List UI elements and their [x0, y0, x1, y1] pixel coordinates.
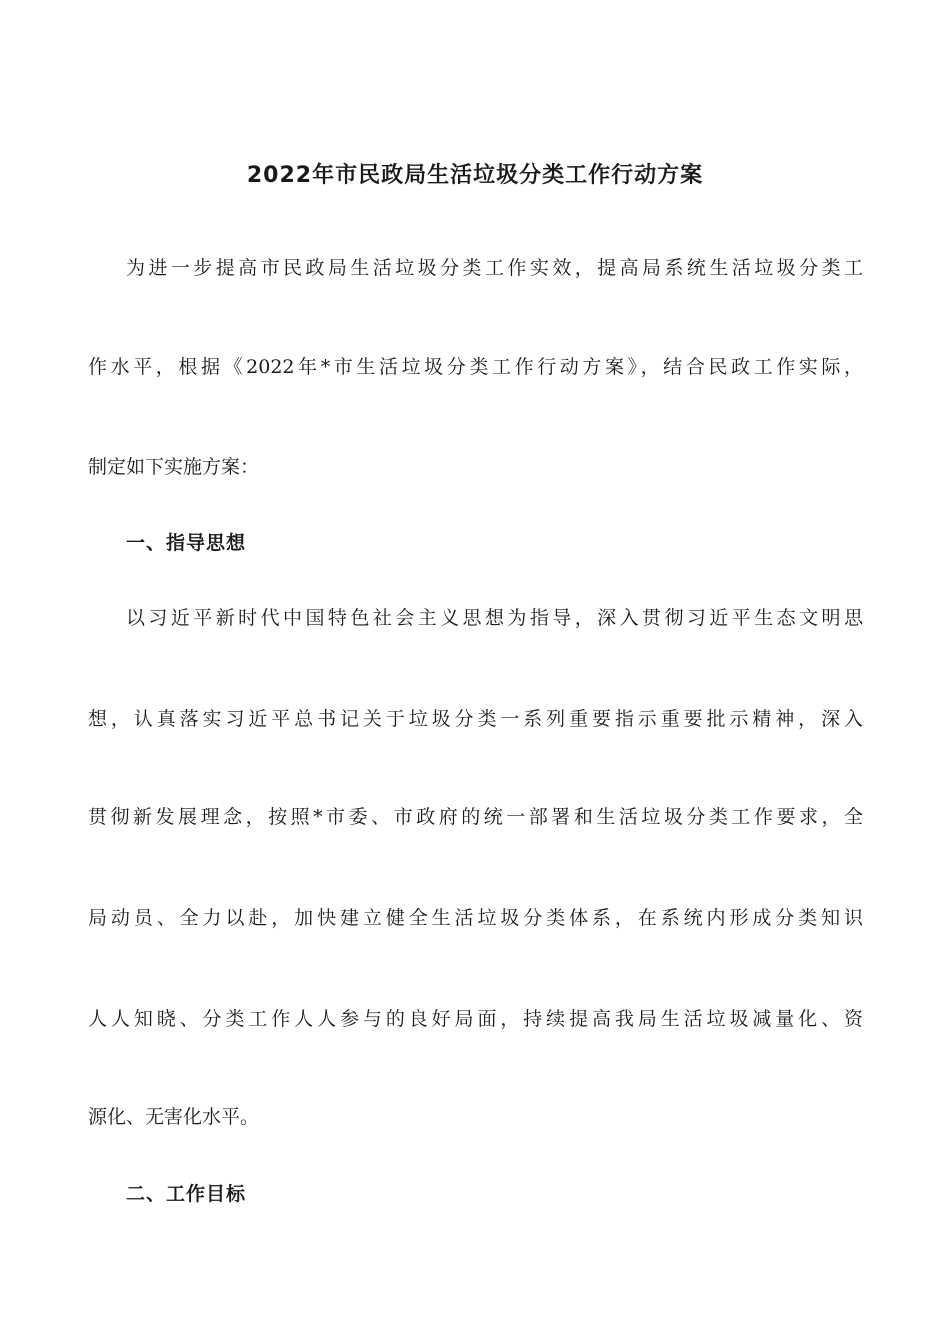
section-heading-guiding-ideology: 一、指导思想 [126, 532, 247, 554]
section1-line-3: 贯彻新发展理念，按照*市委、市政府的统一部署和生活垃圾分类工作要求，全 [88, 806, 863, 828]
section-heading-work-goals: 二、工作目标 [126, 1183, 247, 1205]
section1-line-6: 源化、无害化水平。 [88, 1106, 260, 1128]
intro-line-2: 作水平，根据《2022年*市生活垃圾分类工作行动方案》，结合民政工作实际， [88, 356, 863, 378]
document-title: 2022年市民政局生活垃圾分类工作行动方案 [246, 163, 704, 188]
section1-line-5: 人人知晓、分类工作人人参与的良好局面，持续提高我局生活垃圾减量化、资 [88, 1008, 863, 1030]
section1-line-4: 局动员、全力以赴，加快建立健全生活垃圾分类体系，在系统内形成分类知识 [88, 907, 863, 929]
intro-line-3: 制定如下实施方案： [88, 456, 260, 478]
section1-line-2: 想，认真落实习近平总书记关于垃圾分类一系列重要指示重要批示精神，深入 [88, 708, 863, 730]
intro-line-1: 为进一步提高市民政局生活垃圾分类工作实效，提高局系统生活垃圾分类工 [126, 257, 863, 279]
section1-line-1: 以习近平新时代中国特色社会主义思想为指导，深入贯彻习近平生态文明思 [126, 607, 863, 629]
